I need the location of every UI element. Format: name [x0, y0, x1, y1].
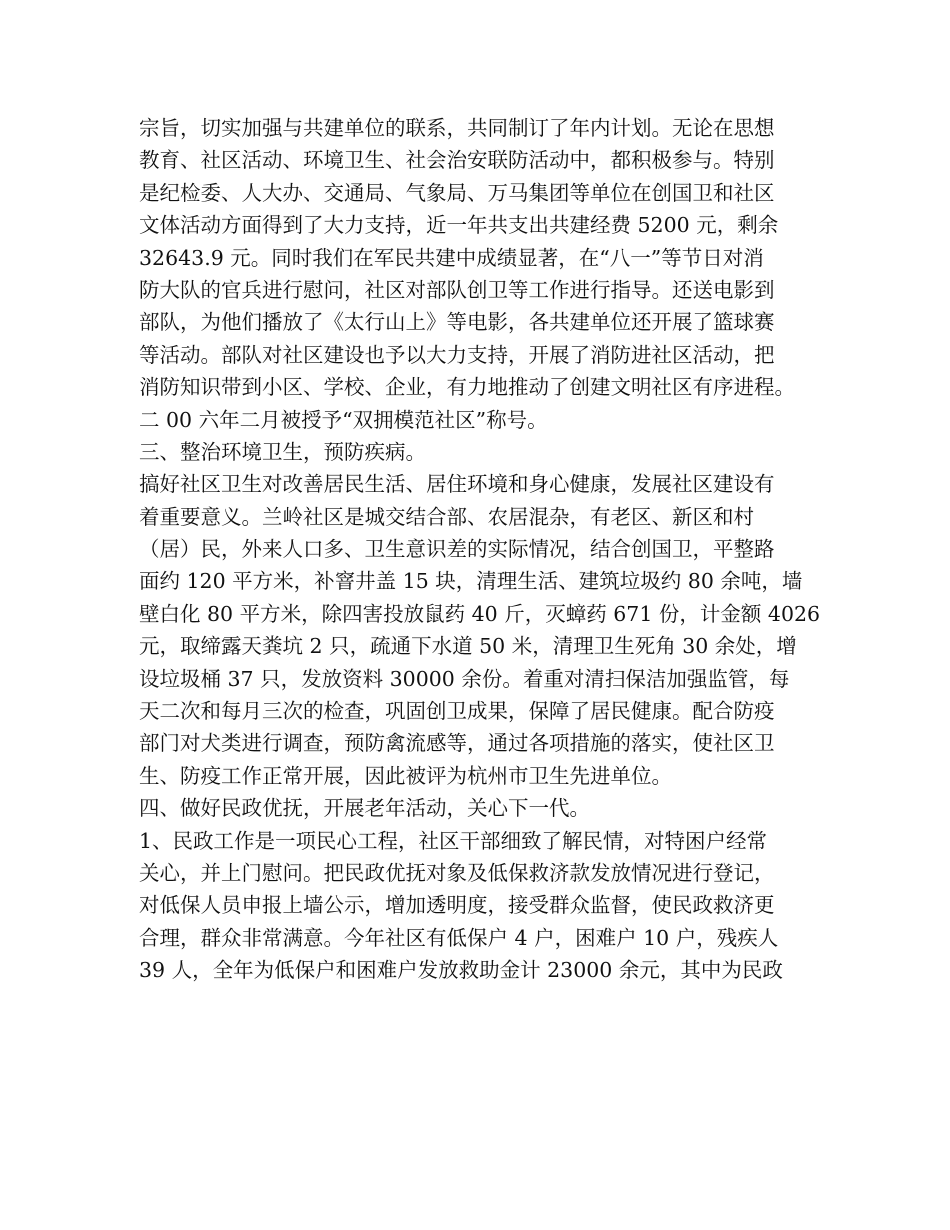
section-heading: 四、做好民政优抚，开展老年活动，关心下一代。: [139, 796, 590, 821]
text-line: 39 人，全年为低保户和困难户发放救助金计 23000 余元，其中为民政: [139, 958, 783, 983]
text-line: 着重要意义。兰岭社区是城交结合部、农居混杂，有老区、新区和村: [139, 504, 754, 529]
text-line: 等活动。部队对社区建设也予以大力支持，开展了消防进社区活动，把: [139, 342, 775, 367]
text-line: 元，取缔露天粪坑 2 只，疏通下水道 50 米，清理卫生死角 30 余处，增: [139, 634, 797, 659]
text-line: 宗旨，切实加强与共建单位的联系，共同制订了年内计划。无论在思想: [139, 116, 775, 140]
text-line: 对低保人员申报上墙公示，增加透明度，接受群众监督，使民政救济更: [139, 893, 775, 918]
text-line: 壁白化 80 平方米，除四害投放鼠药 40 斤，灭蟑药 671 份，计金额 4026: [139, 601, 821, 626]
text-line: 部队，为他们播放了《太行山上》等电影，各共建单位还开展了篮球赛: [139, 310, 775, 335]
text-line: 是纪检委、人大办、交通局、气象局、万马集团等单位在创国卫和社区: [139, 180, 775, 205]
text-line: 消防知识带到小区、学校、企业，有力地推动了创建文明社区有序进程。: [139, 375, 795, 400]
body-text: [139, 112, 839, 987]
text-line: 文体活动方面得到了大力支持，近一年共支出共建经费 5200 元，剩余: [139, 213, 779, 238]
section-heading: 三、整治环境卫生，预防疾病。: [139, 439, 426, 464]
text-line: 设垃圾桶 37 只，发放资料 30000 余份。着重对清扫保洁加强监管，每: [139, 666, 790, 691]
text-line: 生、防疫工作正常开展，因此被评为杭州市卫生先进单位。: [139, 763, 672, 788]
text-line: 关心，并上门慰问。把民政优抚对象及低保救济款发放情况进行登记，: [139, 860, 775, 885]
text-line: 防大队的官兵进行慰问，社区对部队创卫等工作进行指导。还送电影到: [139, 277, 775, 302]
text-line: 教育、社区活动、环境卫生、社会治安联防活动中，都积极参与。特别: [139, 148, 775, 173]
text-line: 二 00 六年二月被授予“双拥模范社区”称号。: [139, 407, 548, 432]
text-line: 天二次和每月三次的检查，巩固创卫成果，保障了居民健康。配合防疫: [139, 699, 775, 724]
text-line: 部门对犬类进行调查，预防禽流感等，通过各项措施的落实，使社区卫: [139, 731, 775, 756]
text-line: 32643.9 元。同时我们在军民共建中成绩显著，在“八一”等节日对消: [139, 245, 764, 270]
text-line: 搞好社区卫生对改善居民生活、居住环境和身心健康，发展社区建设有: [139, 472, 775, 497]
text-line: 面约 120 平方米，补窨井盖 15 块，清理生活、建筑垃圾约 80 余吨，墙: [139, 569, 803, 594]
text-line: 合理，群众非常满意。今年社区有低保户 4 户，困难户 10 户，残疾人: [139, 925, 779, 950]
text-line: （居）民，外来人口多、卫生意识差的实际情况，结合创国卫，平整路: [139, 537, 775, 562]
text-line: 1、民政工作是一项民心工程，社区干部细致了解民情，对特困户经常: [139, 828, 768, 853]
